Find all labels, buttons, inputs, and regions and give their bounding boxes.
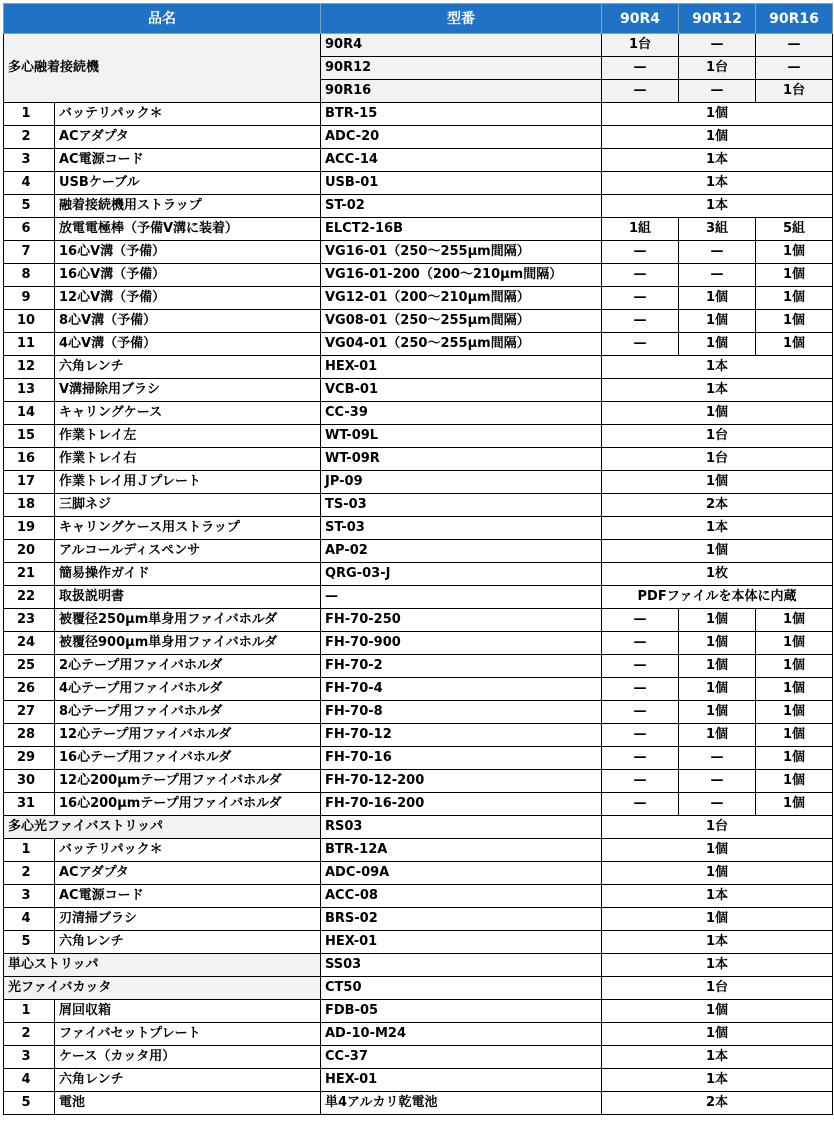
item-model: HEX-01 (321, 931, 602, 954)
item-qty-all: 1個 (602, 908, 833, 931)
item-qty: — (602, 632, 679, 655)
variant-qty: — (679, 80, 756, 103)
header-90r4: 90R4 (602, 4, 679, 34)
item-name: 12心200μmテープ用ファイバホルダ (55, 770, 321, 793)
item-model: FH-70-900 (321, 632, 602, 655)
item-number: 2 (4, 1023, 55, 1046)
item-name: 六角レンチ (55, 1069, 321, 1092)
item-number: 1 (4, 103, 55, 126)
variant-model: 90R4 (321, 34, 602, 57)
table-row (4, 1000, 833, 1023)
table-row (4, 494, 833, 517)
item-number: 9 (4, 287, 55, 310)
table-body (4, 34, 833, 1115)
item-name: ACアダプタ (55, 126, 321, 149)
variant-qty: 1台 (602, 34, 679, 57)
table-row (4, 1069, 833, 1092)
item-qty-all: 1枚 (602, 563, 833, 586)
item-qty-all: 1個 (602, 471, 833, 494)
item-qty: — (602, 747, 679, 770)
item-name: 六角レンチ (55, 931, 321, 954)
item-model: AD-10-M24 (321, 1023, 602, 1046)
item-qty: 3組 (679, 218, 756, 241)
item-name: 作業トレイ左 (55, 425, 321, 448)
item-name: 4心V溝（予備） (55, 333, 321, 356)
item-name: 4心テープ用ファイバホルダ (55, 678, 321, 701)
item-number: 2 (4, 862, 55, 885)
item-qty: — (602, 264, 679, 287)
item-qty-all: 1個 (602, 103, 833, 126)
item-model: VG16-01-200（200～210μm間隔） (321, 264, 602, 287)
item-name: 被覆径900μm単身用ファイバホルダ (55, 632, 321, 655)
table-row (4, 172, 833, 195)
table-row (4, 632, 833, 655)
item-number: 3 (4, 149, 55, 172)
item-qty: — (602, 287, 679, 310)
table-row (4, 747, 833, 770)
item-qty: 1個 (679, 655, 756, 678)
item-qty-all: 1個 (602, 402, 833, 425)
item-qty: — (679, 241, 756, 264)
item-name: AC電源コード (55, 885, 321, 908)
item-number: 22 (4, 586, 55, 609)
item-qty: 1個 (756, 770, 833, 793)
item-model: 単4アルカリ乾電池 (321, 1092, 602, 1115)
item-qty-all: 1本 (602, 931, 833, 954)
item-name: アルコールディスペンサ (55, 540, 321, 563)
item-qty-all: 1本 (602, 149, 833, 172)
item-model: FH-70-12-200 (321, 770, 602, 793)
item-name: 16心V溝（予備） (55, 241, 321, 264)
variant-model: 90R16 (321, 80, 602, 103)
item-number: 14 (4, 402, 55, 425)
item-model: VCB-01 (321, 379, 602, 402)
item-number: 1 (4, 1000, 55, 1023)
item-number: 8 (4, 264, 55, 287)
item-qty-all: 2本 (602, 1092, 833, 1115)
item-model: FH-70-16-200 (321, 793, 602, 816)
header-name: 品名 (4, 4, 321, 34)
item-qty-all: PDFファイルを本体に内蔵 (602, 586, 833, 609)
item-number: 11 (4, 333, 55, 356)
table-row (4, 540, 833, 563)
item-name: USBケーブル (55, 172, 321, 195)
item-model: BTR-15 (321, 103, 602, 126)
product-name: 光ファイバカッタ (4, 977, 321, 1000)
table-row (4, 839, 833, 862)
item-qty: — (602, 770, 679, 793)
item-number: 4 (4, 1069, 55, 1092)
item-name: キャリングケース (55, 402, 321, 425)
item-model: VG12-01（200～210μm間隔） (321, 287, 602, 310)
item-number: 7 (4, 241, 55, 264)
item-qty-all: 1個 (602, 839, 833, 862)
item-model: — (321, 586, 602, 609)
table-row (4, 264, 833, 287)
item-name: 12心テープ用ファイバホルダ (55, 724, 321, 747)
item-model: TS-03 (321, 494, 602, 517)
item-name: 六角レンチ (55, 356, 321, 379)
product-qty: 1台 (602, 977, 833, 1000)
item-model: HEX-01 (321, 1069, 602, 1092)
product-name: 単心ストリッパ (4, 954, 321, 977)
variant-qty: 1台 (679, 57, 756, 80)
item-name: 融着接続機用ストラップ (55, 195, 321, 218)
item-name: V溝掃除用ブラシ (55, 379, 321, 402)
item-model: ADC-09A (321, 862, 602, 885)
item-model: ACC-14 (321, 149, 602, 172)
item-qty-all: 1本 (602, 379, 833, 402)
table-row (4, 356, 833, 379)
item-number: 21 (4, 563, 55, 586)
table-row (4, 379, 833, 402)
item-qty-all: 2本 (602, 494, 833, 517)
item-qty-all: 1台 (602, 425, 833, 448)
header-model: 型番 (321, 4, 602, 34)
table-row (4, 1092, 833, 1115)
item-number: 10 (4, 310, 55, 333)
item-qty: 1個 (679, 609, 756, 632)
item-name: 8心テープ用ファイバホルダ (55, 701, 321, 724)
item-number: 26 (4, 678, 55, 701)
item-number: 29 (4, 747, 55, 770)
item-number: 3 (4, 1046, 55, 1069)
header-90r12: 90R12 (679, 4, 756, 34)
item-qty-all: 1個 (602, 1023, 833, 1046)
table-row (4, 701, 833, 724)
item-qty: 1個 (756, 724, 833, 747)
item-qty: — (602, 241, 679, 264)
item-qty: 1個 (679, 333, 756, 356)
table-row (4, 563, 833, 586)
product-model: SS03 (321, 954, 602, 977)
item-qty-all: 1本 (602, 1069, 833, 1092)
item-number: 25 (4, 655, 55, 678)
table-row (4, 402, 833, 425)
item-model: WT-09L (321, 425, 602, 448)
item-model: ST-02 (321, 195, 602, 218)
item-name: ファイバセットプレート (55, 1023, 321, 1046)
item-model: WT-09R (321, 448, 602, 471)
item-name: 刃清掃ブラシ (55, 908, 321, 931)
item-model: ADC-20 (321, 126, 602, 149)
item-model: FH-70-4 (321, 678, 602, 701)
item-number: 23 (4, 609, 55, 632)
item-name: 電池 (55, 1092, 321, 1115)
item-name: 8心V溝（予備） (55, 310, 321, 333)
item-qty: — (602, 678, 679, 701)
item-model: ST-03 (321, 517, 602, 540)
item-number: 5 (4, 195, 55, 218)
item-model: HEX-01 (321, 356, 602, 379)
item-qty-all: 1本 (602, 195, 833, 218)
item-model: CC-37 (321, 1046, 602, 1069)
item-model: VG16-01（250～255μm間隔） (321, 241, 602, 264)
item-name: 12心V溝（予備） (55, 287, 321, 310)
item-name: 16心200μmテープ用ファイバホルダ (55, 793, 321, 816)
item-qty: 1個 (679, 701, 756, 724)
item-qty: 1個 (756, 333, 833, 356)
variant-qty: — (679, 34, 756, 57)
variant-qty: — (756, 34, 833, 57)
table-row (4, 103, 833, 126)
variant-model: 90R12 (321, 57, 602, 80)
item-model: AP-02 (321, 540, 602, 563)
header-90r16: 90R16 (756, 4, 833, 34)
item-model: QRG-03-J (321, 563, 602, 586)
table-row (4, 770, 833, 793)
item-number: 13 (4, 379, 55, 402)
item-model: VG04-01（250～255μm間隔） (321, 333, 602, 356)
table-row (4, 885, 833, 908)
table-row (4, 816, 833, 839)
item-model: FH-70-16 (321, 747, 602, 770)
table-row (4, 126, 833, 149)
item-number: 27 (4, 701, 55, 724)
product-model: CT50 (321, 977, 602, 1000)
table-row (4, 1023, 833, 1046)
item-name: 三脚ネジ (55, 494, 321, 517)
item-name: 簡易操作ガイド (55, 563, 321, 586)
item-qty: 1組 (602, 218, 679, 241)
item-name: AC電源コード (55, 149, 321, 172)
item-name: バッテリパック＊ (55, 103, 321, 126)
product-qty: 1本 (602, 954, 833, 977)
table-row (4, 517, 833, 540)
table-row (4, 471, 833, 494)
table-row (4, 678, 833, 701)
table-row (4, 862, 833, 885)
item-qty-all: 1本 (602, 885, 833, 908)
item-qty-all: 1本 (602, 356, 833, 379)
variant-qty: 1台 (756, 80, 833, 103)
table-row (4, 287, 833, 310)
item-number: 2 (4, 126, 55, 149)
table-row (4, 609, 833, 632)
item-model: FH-70-2 (321, 655, 602, 678)
item-number: 28 (4, 724, 55, 747)
table-row (4, 655, 833, 678)
item-qty: 1個 (756, 747, 833, 770)
table-row (4, 1046, 833, 1069)
accessory-table (3, 3, 833, 1115)
item-model: CC-39 (321, 402, 602, 425)
product-name: 多心融着接続機 (4, 34, 321, 103)
item-qty-all: 1本 (602, 517, 833, 540)
item-qty: 1個 (756, 632, 833, 655)
item-qty: 1個 (756, 241, 833, 264)
table-row (4, 425, 833, 448)
table-row (4, 310, 833, 333)
item-model: BTR-12A (321, 839, 602, 862)
item-model: FH-70-8 (321, 701, 602, 724)
variant-qty: — (602, 57, 679, 80)
variant-qty: — (602, 80, 679, 103)
item-qty: 1個 (756, 655, 833, 678)
table-row (4, 34, 833, 57)
item-name: 2心テープ用ファイバホルダ (55, 655, 321, 678)
item-qty: 5組 (756, 218, 833, 241)
item-name: ACアダプタ (55, 862, 321, 885)
header-row (4, 4, 833, 34)
item-number: 15 (4, 425, 55, 448)
table-row (4, 793, 833, 816)
item-model: ACC-08 (321, 885, 602, 908)
item-number: 31 (4, 793, 55, 816)
item-number: 3 (4, 885, 55, 908)
item-qty: — (679, 747, 756, 770)
variant-qty: — (756, 57, 833, 80)
table-row (4, 908, 833, 931)
item-qty: 1個 (756, 678, 833, 701)
table-row (4, 977, 833, 1000)
item-name: ケース（カッタ用） (55, 1046, 321, 1069)
table-row (4, 218, 833, 241)
item-number: 5 (4, 1092, 55, 1115)
table-row (4, 586, 833, 609)
item-qty: — (602, 724, 679, 747)
item-name: 作業トレイ用Ｊプレート (55, 471, 321, 494)
item-number: 17 (4, 471, 55, 494)
table-row (4, 149, 833, 172)
table-row (4, 241, 833, 264)
item-qty: 1個 (679, 678, 756, 701)
item-number: 4 (4, 172, 55, 195)
item-qty: 1個 (679, 287, 756, 310)
item-qty: — (602, 793, 679, 816)
table-row (4, 195, 833, 218)
item-number: 30 (4, 770, 55, 793)
item-name: 16心テープ用ファイバホルダ (55, 747, 321, 770)
item-model: BRS-02 (321, 908, 602, 931)
table-row (4, 448, 833, 471)
item-qty: — (679, 264, 756, 287)
item-number: 5 (4, 931, 55, 954)
item-qty: — (679, 793, 756, 816)
item-qty-all: 1個 (602, 126, 833, 149)
item-number: 16 (4, 448, 55, 471)
item-qty-all: 1個 (602, 540, 833, 563)
product-name: 多心光ファイバストリッパ (4, 816, 321, 839)
item-model: FH-70-12 (321, 724, 602, 747)
item-qty: 1個 (756, 701, 833, 724)
table-row (4, 724, 833, 747)
item-name: キャリングケース用ストラップ (55, 517, 321, 540)
item-qty: 1個 (756, 287, 833, 310)
item-model: JP-09 (321, 471, 602, 494)
item-qty: 1個 (679, 310, 756, 333)
item-model: VG08-01（250～255μm間隔） (321, 310, 602, 333)
item-qty: 1個 (679, 632, 756, 655)
item-qty: — (602, 701, 679, 724)
item-model: USB-01 (321, 172, 602, 195)
item-name: 被覆径250μm単身用ファイバホルダ (55, 609, 321, 632)
item-qty: — (602, 333, 679, 356)
item-model: ELCT2-16B (321, 218, 602, 241)
table-row (4, 954, 833, 977)
table-row (4, 931, 833, 954)
item-name: 16心V溝（予備） (55, 264, 321, 287)
item-qty-all: 1個 (602, 1000, 833, 1023)
item-number: 1 (4, 839, 55, 862)
item-qty-all: 1本 (602, 1046, 833, 1069)
item-name: 作業トレイ右 (55, 448, 321, 471)
item-name: 屑回収箱 (55, 1000, 321, 1023)
item-qty: 1個 (756, 310, 833, 333)
table-row (4, 333, 833, 356)
product-model: RS03 (321, 816, 602, 839)
item-qty: 1個 (756, 609, 833, 632)
item-qty-all: 1台 (602, 448, 833, 471)
item-number: 24 (4, 632, 55, 655)
item-model: FDB-05 (321, 1000, 602, 1023)
item-number: 12 (4, 356, 55, 379)
item-model: FH-70-250 (321, 609, 602, 632)
item-qty-all: 1個 (602, 862, 833, 885)
item-number: 20 (4, 540, 55, 563)
item-number: 19 (4, 517, 55, 540)
item-qty: — (602, 655, 679, 678)
item-qty-all: 1本 (602, 172, 833, 195)
item-qty: 1個 (756, 793, 833, 816)
item-qty: — (602, 609, 679, 632)
item-number: 6 (4, 218, 55, 241)
item-qty: — (679, 770, 756, 793)
item-name: バッテリパック＊ (55, 839, 321, 862)
item-qty: 1個 (756, 264, 833, 287)
item-number: 4 (4, 908, 55, 931)
item-qty: 1個 (679, 724, 756, 747)
item-name: 取扱説明書 (55, 586, 321, 609)
item-number: 18 (4, 494, 55, 517)
item-name: 放電電極棒（予備V溝に装着） (55, 218, 321, 241)
product-qty: 1台 (602, 816, 833, 839)
item-qty: — (602, 310, 679, 333)
